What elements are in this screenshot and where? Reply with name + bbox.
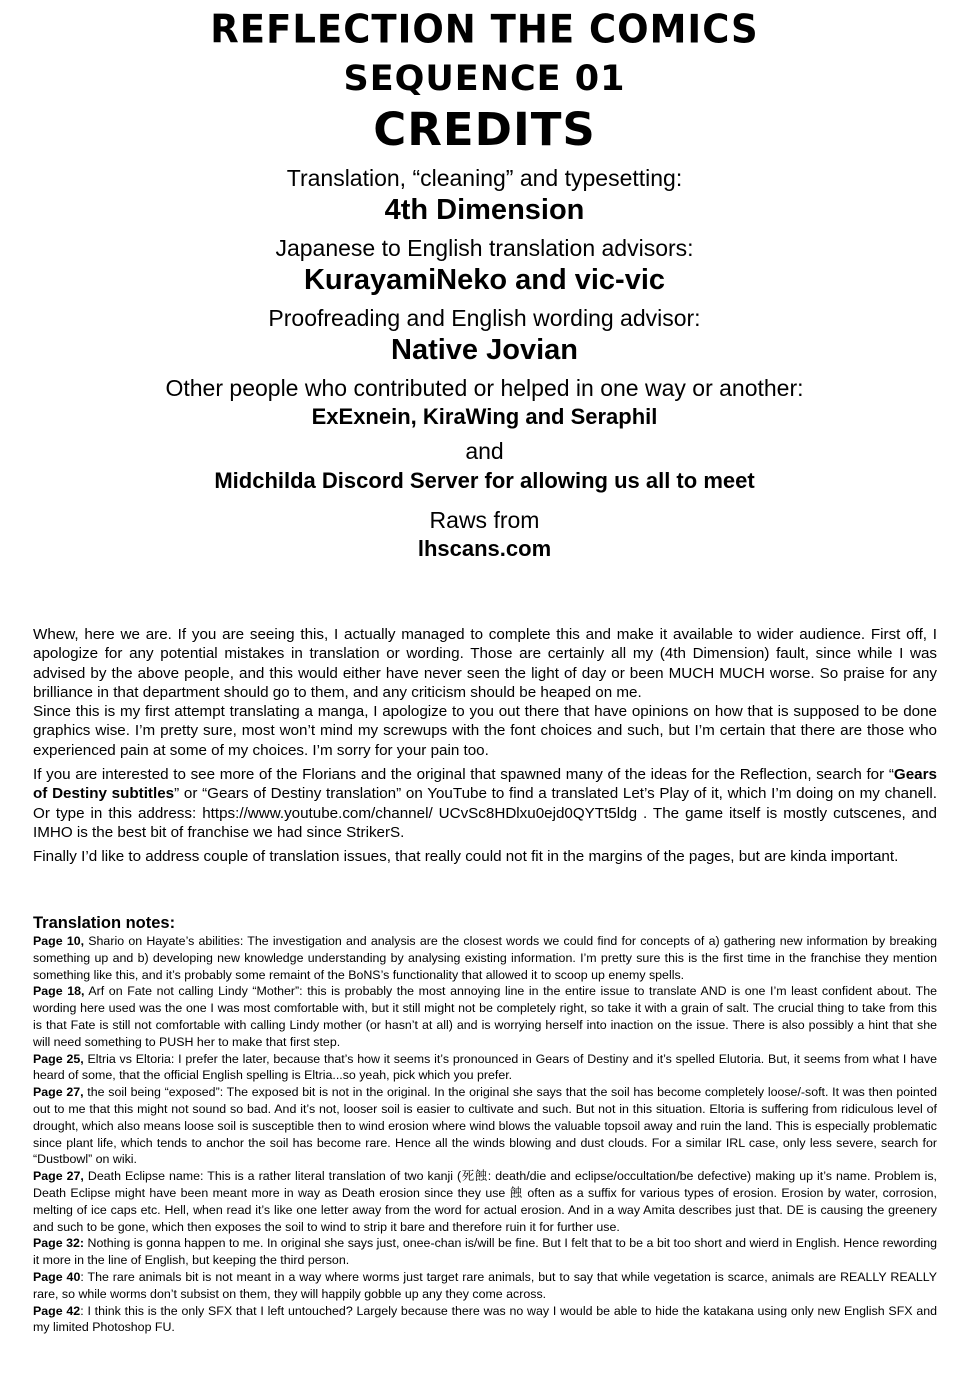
note-item — [33, 1051, 937, 1085]
credit-name: 4th Dimension — [384, 194, 585, 226]
credit-role: Proofreading and English wording advisor: — [268, 305, 701, 331]
credit-name: ExExnein, KiraWing and Seraphil — [311, 404, 658, 429]
body-text: ” or “Gears of Destiny translation” on YouTube to find a translated Let’s Play of it, which I’m doing on my chanell. Or type in this address: https://www.youtube.com/channel/ UCvSc8HDlxu0ejd0QYTt5ldg . The game itself is mostly cutscenes, and IMHO is the best bit of franchise we had since StrikerS. — [33, 785, 937, 841]
credit-role: Translation, “cleaning” and typesetting: — [286, 165, 683, 191]
note-text: Shario on Hayate’s abilities: The investigation and analysis are the closest words we could find for concepts of a) gathering new information by breaking something up and b) developing new knowledge understanding by analysing existing information. I’m pretty sure this is the first time in the franchise they mention something like this, and it’s probably some remaint of the BoNS’s functionality that allowed it to scoop up enemy spells. — [33, 934, 937, 982]
raws-label: Raws from — [429, 507, 540, 533]
note-text: Eltria vs Eltoria: I prefer the later, because that’s how it seems it’s pronounced in Gears of Destiny and it’s spelled Elutoria. But, it seems from what I have heard of some, that the official English spelling is Eltria...so yeah, pick which you prefer. — [33, 1051, 937, 1083]
body-paragraph: Finally I’d like to address couple of translation issues, that really could not fit in the margins of the pages, but are kinda important. — [33, 848, 899, 866]
body-text: If you are interested to see more of the Florians and the original that spawned many of the ideas for the Reflection, search for “ — [33, 766, 894, 784]
note-text: Death Eclipse name: This is a rather literal translation of two kanji (死蝕: death/die and eclipse/occultation/be defective) making up it’s name. Problem is, Death Eclipse might have been meant more in way as Death erosion since they use 蝕 often as a suffix for various types of erosion. Erosion by water, corrosion, melting of ice caps etc. Hell, when read it’s like one letter away from the word for actual erosion. And in a way Amita describes just that. DE is causing the greenery and such to be gone, which then exposes the soil to wind to strip it bare and therefore ruin it for further use. — [33, 1169, 937, 1234]
note-item — [33, 1235, 937, 1269]
comic-title: REFLECTION THE COMICS — [210, 6, 759, 53]
note-text: the soil being “exposed”: The exposed bit is not in the original. In the original she says that the soil has become completely loose/-soft. It was then pointed out to me that this might not sound so bad. And it’s not, looser soil is easier to cultivate and such. But not in this situation. Eltoria is suffering from ridiculous level of drought, which also means loose soil is susceptible then to wind erosion where wind blows the valuable topsoil away and ruin the land. This is especially problematic since plant life, which tends to anchor the soil has become rare. Hence all the winds blowing and dust clouds. For a similar IRL case, only less severe, search for “Dustbowl” on wiki. — [33, 1085, 937, 1167]
discord-credit: Midchilda Discord Server for allowing us all to meet — [214, 468, 755, 493]
credit-name: Native Jovian — [391, 334, 578, 366]
body-emphasis: Gears of Destiny subtitles — [33, 766, 937, 803]
raws-source: lhscans.com — [417, 536, 552, 561]
intro-text — [33, 625, 937, 867]
translation-notes — [33, 913, 937, 1336]
note-page: Page 27, — [33, 1169, 84, 1184]
note-page: Page 10, — [33, 934, 85, 948]
credits-heading: CREDITS — [373, 103, 596, 156]
note-item — [33, 1084, 937, 1168]
body-paragraph: Since this is my first attempt translating a manga, I apologize to you out there that have opinions on how that is supposed to be done graphics wise. I’m pretty sure, most won’t mind my screwups with the font choices and such, but I’m certain that there are those who experienced pain at some of my choices. I’m sorry for your pain too. — [33, 703, 937, 759]
note-page: Page 42 — [33, 1303, 81, 1318]
sequence-title: SEQUENCE 01 — [343, 59, 626, 99]
note-item — [33, 933, 937, 983]
note-text: Nothing is gonna happen to me. In original she says just, onee-chan is/will be fine. But I felt that to be a bit too short and wierd in English. Hence rewording it more in the line of English, but keeping the third person. — [33, 1236, 937, 1268]
body-paragraph: Whew, here we are. If you are seeing this, I actually managed to complete this and make it available to wider audience. First off, I apologize for any potential mistakes in translation or wording. Those are certainly all my (4th Dimension) fault, since while I was advised by the above people, and this would either have never seen the light of day or been MUCH MUCH worse. So praise for any brilliance in that department should go to them, and any criticism should be heaped on me. — [33, 626, 937, 701]
note-page: Page 25, — [33, 1051, 84, 1066]
note-page: Page 18, — [33, 984, 85, 999]
title-block — [0, 8, 969, 158]
body-paragraph — [33, 765, 937, 842]
note-page: Page 32: — [33, 1236, 85, 1251]
note-item — [33, 983, 937, 1050]
note-text: : I think this is the only SFX that I left untouched? Largely because there was no way I would be able to hide the katakana using only new English SFX and my limited Photoshop FU. — [33, 1303, 937, 1335]
note-page: Page 40 — [33, 1269, 81, 1284]
credit-role: Japanese to English translation advisors: — [275, 235, 694, 261]
notes-heading: Translation notes: — [33, 914, 176, 932]
note-item — [33, 1303, 937, 1337]
note-text: : The rare animals bit is not meant in a way where worms just target rare animals, but to say that while vegetation is scarce, animals are REALLY REALLY rare, so while worms don’t subsist on them, they will happily gobble up any they come across. — [33, 1269, 937, 1301]
note-item — [33, 1168, 937, 1235]
credits-list — [0, 164, 969, 564]
credit-role: Other people who contributed or helped in one way or another: — [165, 375, 804, 401]
note-text: Arf on Fate not calling Lindy “Mother”: this is probably the most annoying line in the entire issue to translate AND is one I’m least confident about. The wording here used was the one I was most comfortable with, but it still might not be completely right, so take it with a grain of salt. The crucial thing to take from this is that Fate is still not comfortable with calling Lindy mother (or hasn’t at all) and is worrying herself into inaction on the issue. There is also possibly a hint that she will need something to PUSH her to make that first step. — [33, 984, 937, 1049]
note-page: Page 27, — [33, 1085, 84, 1100]
credit-name: KurayamiNeko and vic-vic — [303, 264, 666, 296]
and-label: and — [465, 438, 504, 464]
note-item — [33, 1269, 937, 1303]
